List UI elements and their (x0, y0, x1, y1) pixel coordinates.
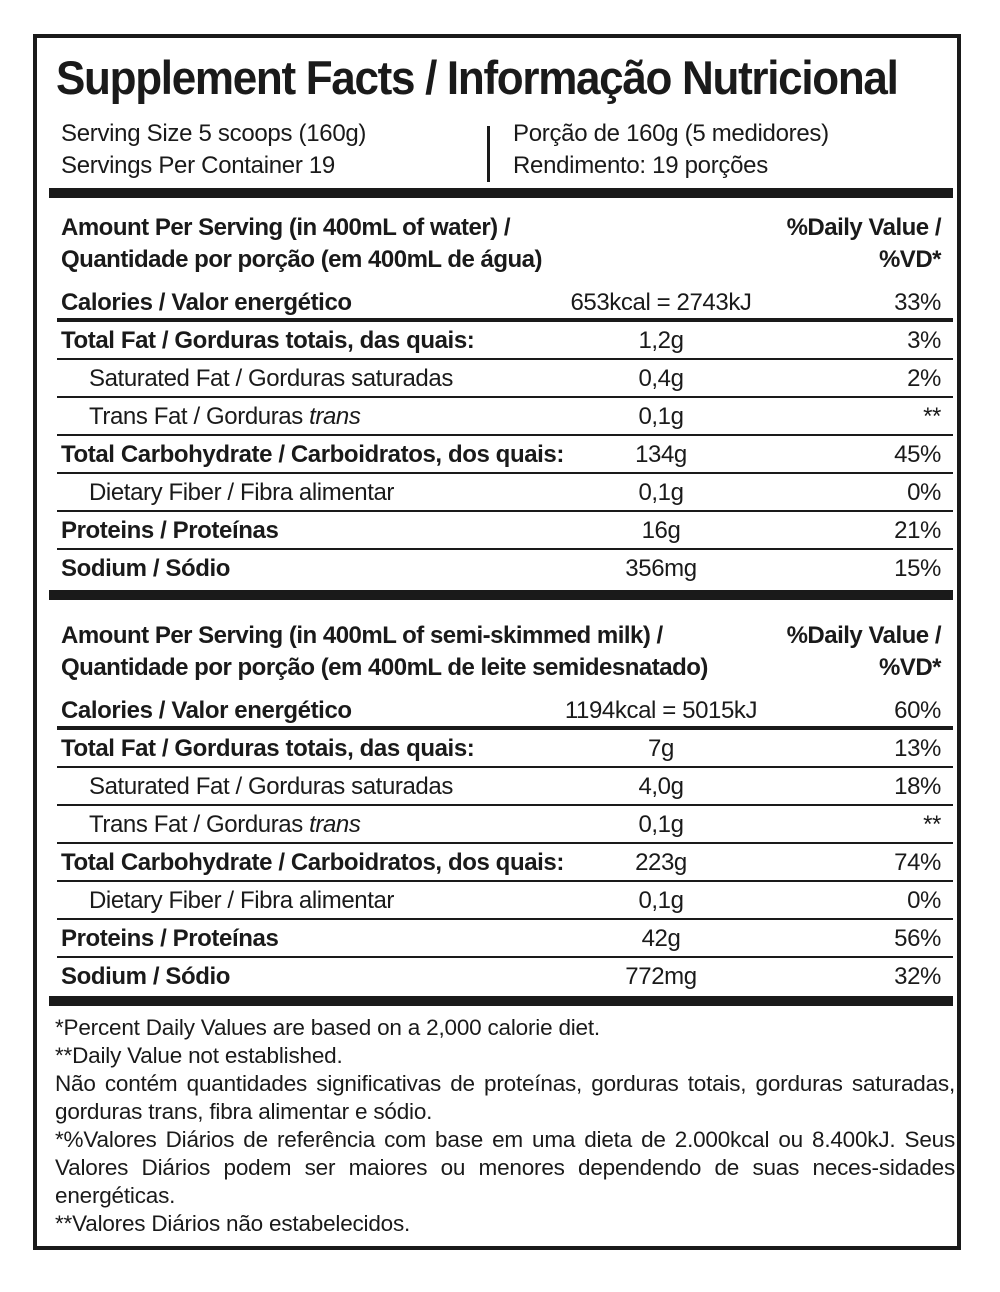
footnote-daily-values-en: *Percent Daily Values are based on a 2,000 calorie diet. (55, 1015, 600, 1040)
nutrient-amount: 0,1g (638, 479, 684, 506)
nutrient-name: Dietary Fiber / Fibra alimentar (89, 479, 395, 506)
daily-value-heading (787, 212, 941, 276)
footnote-not-established-en: **Daily Value not established. (55, 1043, 343, 1068)
table-row (61, 512, 941, 550)
amount-per-serving-heading (61, 620, 708, 684)
table-row (61, 550, 941, 588)
nutrient-daily-value: 13% (894, 735, 941, 762)
nutrient-name (61, 398, 360, 436)
daily-value-pt: %VD* (878, 246, 941, 273)
amount-heading-en: Amount Per Serving (in 400mL of water) / (61, 214, 510, 241)
nutrient-daily-value: 33% (894, 289, 941, 316)
nutrient-amount: 1194kcal = 5015kJ (564, 697, 758, 724)
serving-info-english (61, 118, 366, 182)
nutrient-amount: 223g (635, 849, 687, 876)
label-title: Supplement Facts / Informação Nutricional (56, 52, 898, 105)
nutrient-daily-value: 0% (907, 887, 941, 914)
nutrient-amount: 0,1g (638, 403, 684, 430)
table-row (61, 322, 941, 360)
thick-divider (49, 996, 953, 1006)
nutrient-amount: 134g (635, 441, 687, 468)
table-row (61, 882, 941, 920)
milk-section (61, 620, 941, 996)
nutrient-name: Proteins / Proteínas (61, 925, 279, 952)
nutrient-daily-value: 3% (907, 327, 941, 354)
serving-divider (487, 126, 490, 182)
nutrient-amount: 4,0g (638, 773, 684, 800)
daily-value-heading (787, 620, 941, 684)
nutrient-amount: 0,1g (638, 887, 684, 914)
servings-per-container-pt: Rendimento: 19 porções (513, 152, 768, 179)
supplement-facts-label (33, 34, 961, 1250)
table-row (61, 284, 941, 322)
nutrient-name: Total Carbohydrate / Carboidratos, dos quais: (61, 849, 564, 876)
table-row (61, 958, 941, 996)
amount-heading-pt: Quantidade por porção (em 400mL de água) (61, 246, 542, 273)
table-row (61, 398, 941, 436)
nutrient-daily-value: 18% (894, 773, 941, 800)
serving-size-pt: Porção de 160g (5 medidores) (513, 120, 829, 147)
table-row (61, 692, 941, 730)
nutrient-daily-value: 74% (894, 849, 941, 876)
nutrient-name: Sodium / Sódio (61, 963, 231, 990)
nutrient-amount: 0,4g (638, 365, 684, 392)
nutrient-name: Saturated Fat / Gorduras saturadas (89, 773, 453, 800)
table-row (61, 474, 941, 512)
nutrient-name-italic: trans (309, 811, 361, 838)
nutrient-daily-value: 21% (894, 517, 941, 544)
daily-value-en: %Daily Value / (786, 214, 941, 241)
serving-size-en: Serving Size 5 scoops (160g) (61, 120, 367, 147)
table-row (61, 360, 941, 398)
table-row (61, 806, 941, 844)
nutrient-name: Sodium / Sódio (61, 555, 231, 582)
nutrient-name: Total Carbohydrate / Carboidratos, dos quais: (61, 441, 564, 468)
nutrient-daily-value: 2% (907, 365, 941, 392)
nutrient-daily-value: 56% (894, 925, 941, 952)
nutrient-name-text: Trans Fat / Gorduras (89, 403, 310, 430)
nutrient-name-text: Trans Fat / Gorduras (89, 811, 310, 838)
nutrient-name: Dietary Fiber / Fibra alimentar (89, 887, 395, 914)
milk-section-header (61, 620, 941, 692)
amount-heading-en: Amount Per Serving (in 400mL of semi-skimmed milk) / (61, 622, 663, 649)
nutrient-amount: 653kcal = 2743kJ (570, 289, 752, 316)
nutrient-daily-value: 60% (894, 697, 941, 724)
water-section-header (61, 212, 941, 284)
table-row (61, 436, 941, 474)
footnotes (55, 1014, 955, 1238)
nutrient-daily-value: ** (923, 811, 941, 838)
nutrient-name: Total Fat / Gorduras totais, das quais: (61, 327, 475, 354)
nutrient-name-italic: trans (309, 403, 361, 430)
nutrient-name: Total Fat / Gorduras totais, das quais: (61, 735, 475, 762)
nutrient-amount: 772mg (625, 963, 697, 990)
nutrient-daily-value: 45% (894, 441, 941, 468)
table-row (61, 920, 941, 958)
nutrient-amount: 356mg (625, 555, 697, 582)
nutrient-daily-value: 15% (894, 555, 941, 582)
daily-value-pt: %VD* (878, 654, 941, 681)
nutrient-amount: 16g (641, 517, 681, 544)
amount-per-serving-heading (61, 212, 542, 276)
table-row (61, 844, 941, 882)
footnote-not-established-pt: **Valores Diários não estabelecidos. (55, 1211, 411, 1236)
table-row (61, 768, 941, 806)
table-row (61, 730, 941, 768)
thick-divider (49, 590, 953, 600)
nutrient-name (61, 806, 360, 844)
footnote-daily-values-pt: *%Valores Diários de referência com base em uma dieta de 2.000kcal ou 8.400kJ. Seus Valores Diários podem ser maiores ou menores dependendo de suas neces-sidades energéticas. (55, 1127, 955, 1208)
nutrient-amount: 1,2g (638, 327, 684, 354)
water-section (61, 212, 941, 588)
nutrient-name: Saturated Fat / Gorduras saturadas (89, 365, 453, 392)
nutrient-name: Calories / Valor energético (61, 697, 352, 724)
nutrient-amount: 7g (648, 735, 674, 762)
amount-heading-pt: Quantidade por porção (em 400mL de leite semidesnatado) (61, 654, 708, 681)
nutrient-amount: 42g (641, 925, 681, 952)
serving-info-portuguese (513, 118, 829, 182)
nutrient-name: Proteins / Proteínas (61, 517, 279, 544)
footnote-insignificant-pt: Não contém quantidades significativas de proteínas, gorduras totais, gorduras saturadas, gorduras trans, fibra alimentar e sódio. (55, 1071, 955, 1124)
nutrient-name: Calories / Valor energético (61, 289, 352, 316)
thick-divider (49, 188, 953, 198)
nutrient-daily-value: ** (923, 403, 941, 430)
nutrient-amount: 0,1g (638, 811, 684, 838)
nutrient-daily-value: 0% (907, 479, 941, 506)
servings-per-container-en: Servings Per Container 19 (61, 152, 335, 179)
daily-value-en: %Daily Value / (786, 622, 941, 649)
nutrient-daily-value: 32% (894, 963, 941, 990)
